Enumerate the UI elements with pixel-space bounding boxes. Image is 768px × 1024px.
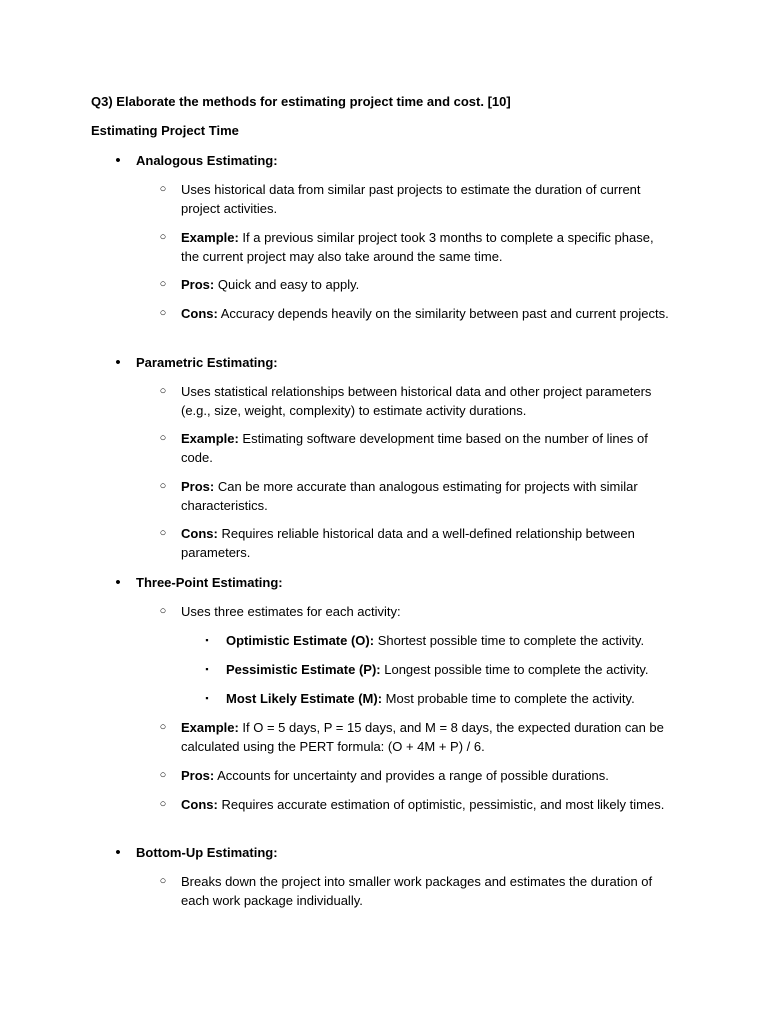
- list-item: Uses three estimates for each activity:: [181, 604, 401, 619]
- bullet-marker: •: [115, 152, 121, 169]
- sub-sub-bullet-marker: ▪: [205, 635, 209, 645]
- sub-bullet-marker: ○: [159, 307, 167, 319]
- section-heading: Estimating Project Time: [91, 123, 239, 138]
- sub-bullet-marker: ○: [159, 769, 167, 781]
- method-title-bottom-up: Bottom-Up Estimating:: [136, 845, 278, 860]
- sub-bullet-marker: ○: [159, 798, 167, 810]
- sub-bullet-marker: ○: [159, 875, 167, 887]
- sub-bullet-marker: ○: [159, 480, 167, 492]
- list-item: Pros: Accounts for uncertainty and provides a range of possible durations.: [181, 768, 609, 783]
- estimate-item: Optimistic Estimate (O): Shortest possible time to complete the activity.: [226, 633, 645, 648]
- method-title-parametric: Parametric Estimating:: [136, 355, 278, 370]
- list-item: Cons: Requires accurate estimation of optimistic, pessimistic, and most likely times.: [181, 797, 665, 812]
- sub-sub-bullet-marker: ▪: [205, 693, 209, 703]
- estimate-item: Most Likely Estimate (M): Most probable time to complete the activity.: [226, 691, 635, 706]
- sub-bullet-marker: ○: [159, 183, 167, 195]
- list-item: Pros: Can be more accurate than analogous estimating for projects with similar characteristics.: [181, 479, 638, 513]
- list-item: Breaks down the project into smaller work packages and estimates the duration of each work package individually.: [181, 874, 653, 908]
- list-item: Uses statistical relationships between historical data and other project parameters (e.g., size, weight, complexity) to estimate activity durations.: [181, 384, 652, 418]
- sub-bullet-marker: ○: [159, 278, 167, 290]
- bullet-marker: •: [115, 354, 121, 371]
- sub-bullet-marker: ○: [159, 432, 167, 444]
- sub-bullet-marker: ○: [159, 385, 167, 397]
- list-item: Cons: Requires reliable historical data and a well-defined relationship between parameters.: [181, 526, 635, 560]
- sub-bullet-marker: ○: [159, 721, 167, 733]
- sub-sub-bullet-marker: ▪: [205, 664, 209, 674]
- list-item: Example: If a previous similar project took 3 months to complete a specific phase, the current project may also take around the same time.: [181, 230, 654, 264]
- sub-bullet-marker: ○: [159, 527, 167, 539]
- sub-bullet-marker: ○: [159, 605, 167, 617]
- list-item: Pros: Quick and easy to apply.: [181, 277, 360, 292]
- question-heading: Q3) Elaborate the methods for estimating project time and cost. [10]: [91, 94, 511, 109]
- bullet-marker: •: [115, 574, 121, 591]
- list-item: Example: Estimating software development time based on the number of lines of code.: [181, 431, 648, 465]
- sub-bullet-marker: ○: [159, 231, 167, 243]
- estimate-item: Pessimistic Estimate (P): Longest possible time to complete the activity.: [226, 662, 649, 677]
- method-title-analogous: Analogous Estimating:: [136, 153, 278, 168]
- list-item: Cons: Accuracy depends heavily on the similarity between past and current projects.: [181, 306, 669, 321]
- list-item: Uses historical data from similar past projects to estimate the duration of current project activities.: [181, 182, 641, 216]
- list-item: Example: If O = 5 days, P = 15 days, and M = 8 days, the expected duration can be calculated using the PERT formula: (O + 4M + P) / 6.: [181, 720, 664, 754]
- bullet-marker: •: [115, 844, 121, 861]
- method-title-three-point: Three-Point Estimating:: [136, 575, 283, 590]
